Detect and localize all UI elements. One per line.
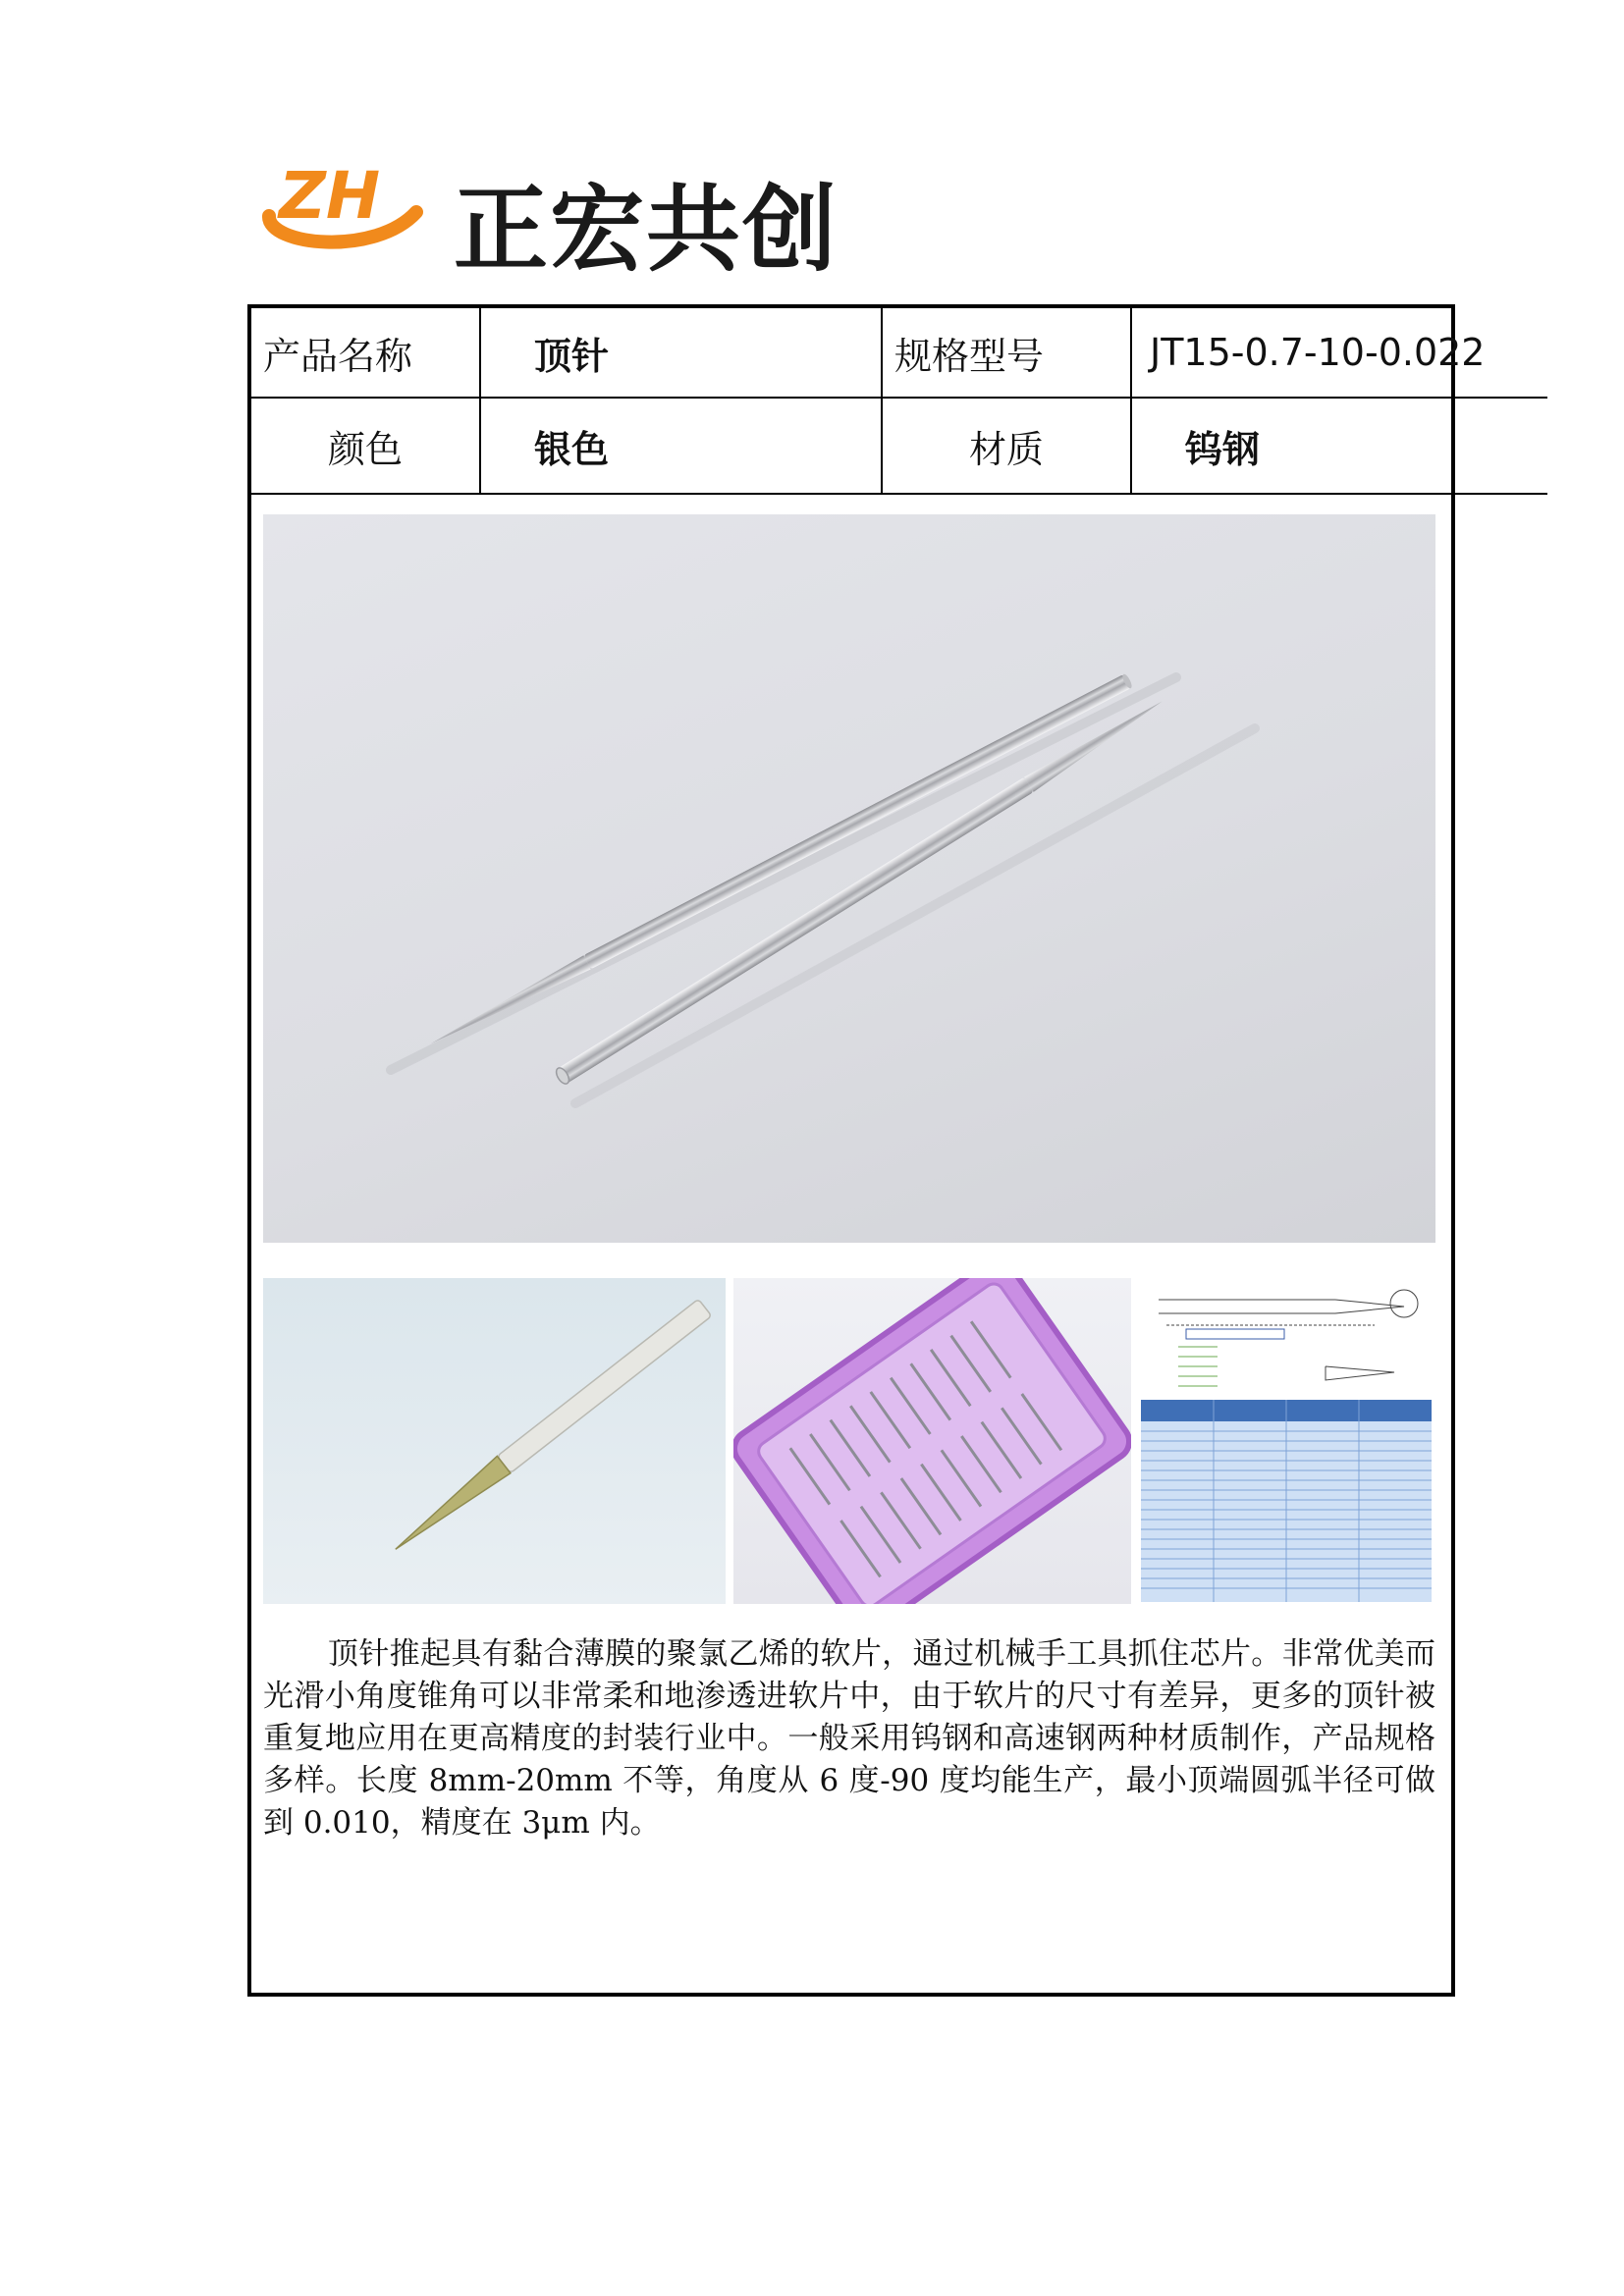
company-name: 正宏共创 — [454, 175, 839, 285]
spec-row — [251, 398, 1547, 494]
hero-product-photo — [263, 514, 1435, 1243]
material-label: 材质 — [882, 398, 1131, 494]
product-name-label: 产品名称 — [251, 308, 480, 398]
company-logo — [257, 147, 846, 285]
needle-render-illustration — [263, 1278, 726, 1604]
zh-logo-icon — [257, 147, 424, 265]
needles-photo-illustration — [263, 514, 1435, 1243]
needle-box-photo — [733, 1278, 1131, 1604]
spec-table — [251, 308, 1547, 495]
logo-mark-text: ZH — [279, 158, 381, 234]
product-name-value: 顶针 — [480, 308, 882, 398]
product-sheet — [247, 304, 1486, 1997]
purple-box-illustration — [733, 1278, 1131, 1604]
needle-3d-render — [263, 1278, 726, 1604]
model-label: 规格型号 — [882, 308, 1131, 398]
spec-drawing-table — [1139, 1278, 1435, 1604]
color-value: 银色 — [480, 398, 882, 494]
spec-row — [251, 308, 1547, 398]
color-label: 颜色 — [251, 398, 480, 494]
spec-drawing-illustration — [1139, 1278, 1435, 1604]
product-description: 顶针推起具有黏合薄膜的聚氯乙烯的软片，通过机械手工具抓住芯片。非常优美而光滑小角度锥角可以非常柔和地渗透进软片中，由于软片的尺寸有差异，更多的顶针被重复地应用在更高精度的封装行业中。一般采用钨钢和高速钢两种材质制作，产品规格多样。长度 8mm-20mm 不等，角度从 6 度-90 度均能生产，最小顶端圆弧半径可做到 0.010，精度在 3μm 内。 — [263, 1636, 1435, 1841]
material-value: 钨钢 — [1131, 398, 1547, 494]
model-value: JT15-0.7-10-0.022 — [1131, 308, 1547, 398]
